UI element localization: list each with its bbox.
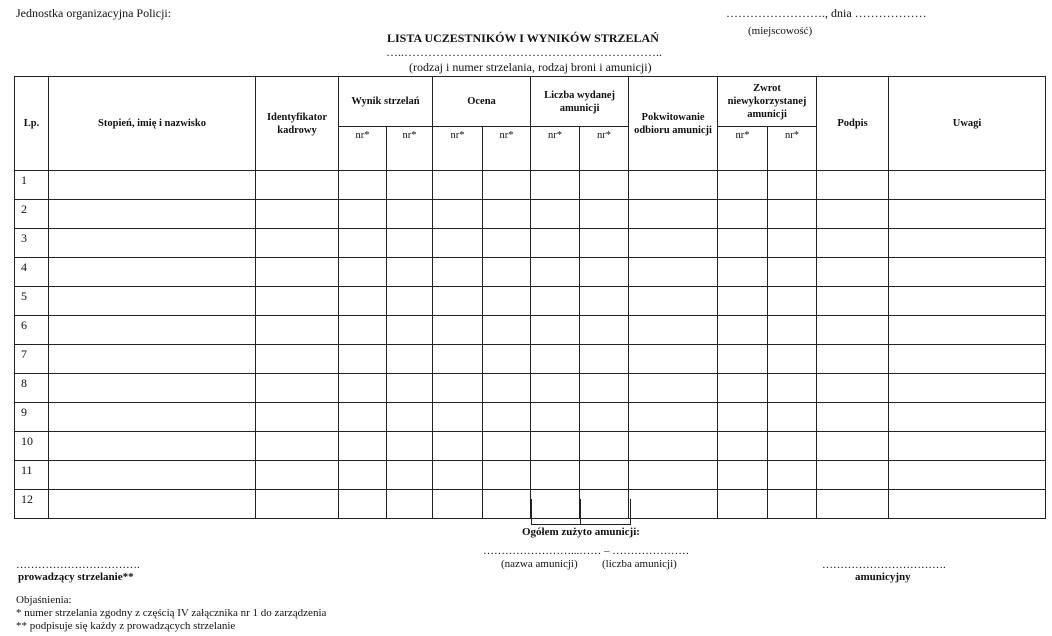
row-cell	[387, 229, 433, 258]
row-cell	[49, 316, 256, 345]
row-cell	[768, 432, 817, 461]
row-cell	[531, 287, 580, 316]
row-cell	[483, 171, 531, 200]
row-number: 10	[15, 432, 49, 461]
header-lp: Lp.	[15, 77, 49, 171]
row-cell	[433, 200, 483, 229]
row-cell	[580, 403, 629, 432]
row-cell	[718, 403, 768, 432]
sub-header-nr: nr*	[718, 127, 768, 171]
subtitle-caption: (rodzaj i numer strzelania, rodzaj broni i amunicji)	[409, 60, 652, 74]
row-cell	[580, 461, 629, 490]
row-cell	[531, 200, 580, 229]
row-cell	[889, 258, 1046, 287]
row-cell	[817, 432, 889, 461]
row-number: 9	[15, 403, 49, 432]
row-cell	[580, 374, 629, 403]
row-cell	[256, 258, 339, 287]
row-cell	[483, 461, 531, 490]
row-cell	[339, 374, 387, 403]
row-cell	[49, 229, 256, 258]
table-row	[15, 432, 1046, 461]
row-cell	[580, 316, 629, 345]
table-row	[15, 200, 1046, 229]
row-cell	[483, 316, 531, 345]
row-cell	[817, 403, 889, 432]
row-cell	[49, 490, 256, 519]
row-cell	[768, 374, 817, 403]
row-cell	[531, 345, 580, 374]
row-cell	[256, 229, 339, 258]
instructor-dots: …………………………….	[16, 559, 140, 571]
header-result: Wynik strzelań	[339, 77, 433, 127]
subtitle-dots: …..………………………………………………………..	[386, 45, 662, 59]
row-cell	[817, 200, 889, 229]
row-cell	[629, 229, 718, 258]
row-cell	[718, 229, 768, 258]
row-cell	[629, 287, 718, 316]
armorer-dots: …………………………….	[822, 559, 946, 571]
row-number: 8	[15, 374, 49, 403]
row-cell	[889, 345, 1046, 374]
row-cell	[768, 316, 817, 345]
row-cell	[339, 461, 387, 490]
row-cell	[531, 432, 580, 461]
header-returned: Zwrot niewykorzystanej amunicji	[718, 77, 817, 127]
row-cell	[387, 345, 433, 374]
row-cell	[433, 374, 483, 403]
row-cell	[339, 258, 387, 287]
row-cell	[339, 316, 387, 345]
header-remarks: Uwagi	[889, 77, 1046, 171]
row-cell	[531, 374, 580, 403]
row-cell	[387, 171, 433, 200]
row-cell	[629, 345, 718, 374]
armorer-label: amunicyjny	[855, 571, 911, 583]
table-row	[15, 403, 1046, 432]
header-name: Stopień, imię i nazwisko	[49, 77, 256, 171]
row-cell	[483, 200, 531, 229]
instructor-label: prowadzący strzelanie**	[18, 571, 134, 583]
table-row	[15, 258, 1046, 287]
ammo-count-caption: (liczba amunicji)	[602, 558, 677, 570]
row-cell	[768, 403, 817, 432]
row-cell	[256, 287, 339, 316]
row-number: 2	[15, 200, 49, 229]
row-cell	[49, 287, 256, 316]
row-cell	[531, 229, 580, 258]
row-cell	[629, 490, 718, 519]
row-cell	[718, 461, 768, 490]
row-cell	[256, 490, 339, 519]
row-cell	[580, 287, 629, 316]
row-cell	[629, 316, 718, 345]
row-cell	[256, 316, 339, 345]
row-cell	[889, 171, 1046, 200]
row-cell	[889, 287, 1046, 316]
note-2: ** podpisuje się każdy z prowadzących strzelanie	[16, 620, 236, 632]
row-cell	[629, 461, 718, 490]
table-row	[15, 374, 1046, 403]
header-issued: Liczba wydanej amunicji	[531, 77, 629, 127]
row-cell	[433, 432, 483, 461]
row-cell	[718, 345, 768, 374]
table-body	[15, 171, 1046, 519]
row-cell	[256, 171, 339, 200]
row-cell	[49, 432, 256, 461]
row-cell	[768, 171, 817, 200]
row-cell	[531, 258, 580, 287]
row-cell	[531, 403, 580, 432]
table-row	[15, 287, 1046, 316]
row-cell	[889, 229, 1046, 258]
row-cell	[531, 171, 580, 200]
row-cell	[718, 258, 768, 287]
row-cell	[483, 490, 531, 519]
row-cell	[580, 432, 629, 461]
row-cell	[718, 287, 768, 316]
row-cell	[433, 490, 483, 519]
header-receipt: Pokwitowanie odbioru amunicji	[629, 77, 718, 171]
row-cell	[718, 200, 768, 229]
row-cell	[49, 374, 256, 403]
header-id: Identyfikator kadrowy	[256, 77, 339, 171]
form-title: LISTA UCZESTNIKÓW I WYNIKÓW STRZELAŃ	[387, 31, 659, 45]
sub-header-nr: nr*	[483, 127, 531, 171]
row-cell	[387, 287, 433, 316]
row-cell	[817, 229, 889, 258]
row-cell	[49, 171, 256, 200]
sub-header-nr: nr*	[580, 127, 629, 171]
totals-line: ……………………...…… – …………………	[483, 545, 690, 557]
header-grade: Ocena	[433, 77, 531, 127]
row-cell	[433, 171, 483, 200]
row-number: 12	[15, 490, 49, 519]
row-cell	[256, 461, 339, 490]
row-cell	[718, 432, 768, 461]
row-cell	[387, 316, 433, 345]
totals-label: Ogółem zużyto amunicji:	[522, 526, 640, 538]
row-cell	[433, 316, 483, 345]
row-cell	[817, 490, 889, 519]
sub-header-nr: nr*	[768, 127, 817, 171]
table-row	[15, 316, 1046, 345]
row-cell	[483, 374, 531, 403]
row-cell	[889, 432, 1046, 461]
table-row	[15, 171, 1046, 200]
row-cell	[817, 374, 889, 403]
row-cell	[49, 200, 256, 229]
row-cell	[718, 316, 768, 345]
note-1: * numer strzelania zgodny z częścią IV załącznika nr 1 do zarządzenia	[16, 607, 327, 619]
row-cell	[817, 258, 889, 287]
table-row	[15, 229, 1046, 258]
row-cell	[433, 287, 483, 316]
row-number: 1	[15, 171, 49, 200]
sub-header-nr: nr*	[433, 127, 483, 171]
row-cell	[531, 461, 580, 490]
row-cell	[433, 258, 483, 287]
row-cell	[580, 229, 629, 258]
row-cell	[433, 345, 483, 374]
row-cell	[339, 229, 387, 258]
row-cell	[817, 461, 889, 490]
row-cell	[256, 200, 339, 229]
sub-header-nr: nr*	[387, 127, 433, 171]
row-cell	[339, 403, 387, 432]
row-cell	[889, 374, 1046, 403]
row-cell	[483, 403, 531, 432]
ammo-name-caption: (nazwa amunicji)	[501, 558, 578, 570]
row-number: 5	[15, 287, 49, 316]
row-cell	[339, 287, 387, 316]
row-cell	[49, 345, 256, 374]
sub-header-nr: nr*	[339, 127, 387, 171]
notes-heading: Objaśnienia:	[16, 594, 72, 606]
row-cell	[483, 432, 531, 461]
row-cell	[768, 200, 817, 229]
row-cell	[718, 171, 768, 200]
row-cell	[768, 229, 817, 258]
table-row	[15, 345, 1046, 374]
row-cell	[531, 316, 580, 345]
row-cell	[387, 432, 433, 461]
row-cell	[387, 200, 433, 229]
row-number: 7	[15, 345, 49, 374]
place-date-line: ……………………., dnia ………………	[726, 6, 927, 20]
place-caption: (miejscowość)	[748, 25, 813, 37]
row-cell	[629, 374, 718, 403]
ammo-total-divider	[580, 499, 581, 525]
row-cell	[629, 432, 718, 461]
row-number: 4	[15, 258, 49, 287]
row-cell	[629, 200, 718, 229]
row-cell	[387, 258, 433, 287]
sub-header-nr: nr*	[531, 127, 580, 171]
row-cell	[768, 258, 817, 287]
row-cell	[49, 461, 256, 490]
row-cell	[256, 432, 339, 461]
row-number: 11	[15, 461, 49, 490]
row-number: 3	[15, 229, 49, 258]
row-cell	[768, 461, 817, 490]
row-cell	[629, 171, 718, 200]
row-cell	[339, 200, 387, 229]
row-number: 6	[15, 316, 49, 345]
row-cell	[433, 461, 483, 490]
ammo-total-box	[531, 499, 631, 525]
header-signature: Podpis	[817, 77, 889, 171]
row-cell	[629, 403, 718, 432]
row-cell	[817, 345, 889, 374]
row-cell	[768, 490, 817, 519]
row-cell	[49, 258, 256, 287]
row-cell	[256, 374, 339, 403]
row-cell	[629, 258, 718, 287]
row-cell	[889, 461, 1046, 490]
row-cell	[483, 345, 531, 374]
row-cell	[889, 490, 1046, 519]
org-unit-label: Jednostka organizacyjna Policji:	[16, 6, 172, 20]
row-cell	[483, 287, 531, 316]
row-cell	[483, 258, 531, 287]
row-cell	[817, 287, 889, 316]
row-cell	[889, 403, 1046, 432]
row-cell	[256, 345, 339, 374]
row-cell	[889, 316, 1046, 345]
participants-table	[14, 76, 1046, 519]
row-cell	[718, 374, 768, 403]
row-cell	[387, 490, 433, 519]
row-cell	[256, 403, 339, 432]
row-cell	[817, 316, 889, 345]
row-cell	[339, 490, 387, 519]
row-cell	[580, 171, 629, 200]
row-cell	[433, 229, 483, 258]
row-cell	[387, 403, 433, 432]
row-cell	[339, 432, 387, 461]
row-cell	[339, 171, 387, 200]
row-cell	[339, 345, 387, 374]
row-cell	[580, 200, 629, 229]
row-cell	[580, 345, 629, 374]
row-cell	[718, 490, 768, 519]
row-cell	[49, 403, 256, 432]
row-cell	[580, 258, 629, 287]
row-cell	[768, 345, 817, 374]
row-cell	[387, 461, 433, 490]
row-cell	[387, 374, 433, 403]
row-cell	[483, 229, 531, 258]
table-row	[15, 461, 1046, 490]
row-cell	[433, 403, 483, 432]
row-cell	[817, 171, 889, 200]
row-cell	[889, 200, 1046, 229]
row-cell	[768, 287, 817, 316]
